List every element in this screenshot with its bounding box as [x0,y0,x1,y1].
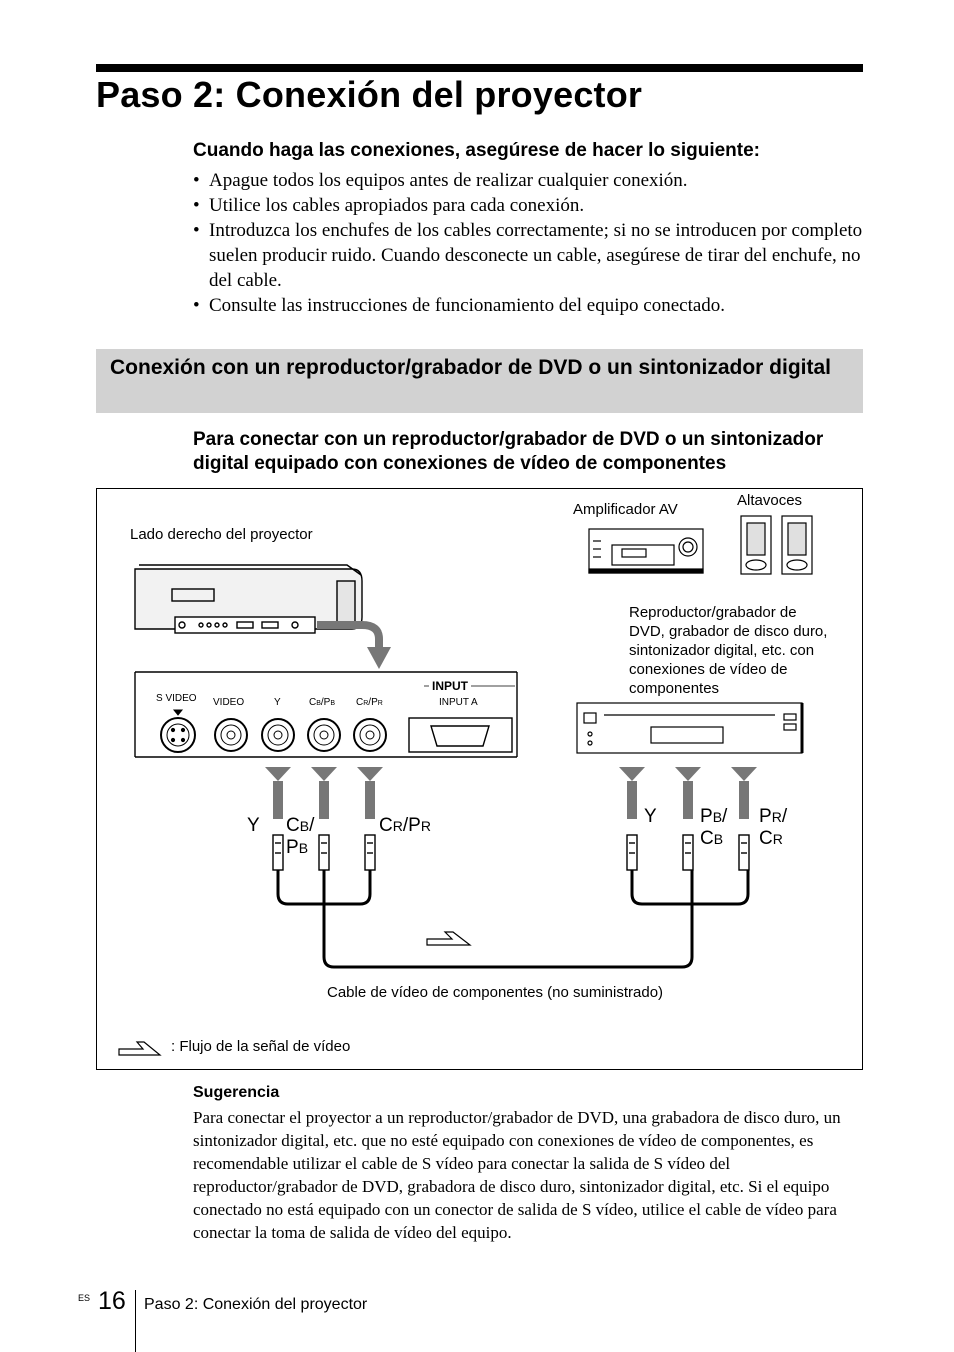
list-item: • Introduzca los enchufes de los cables correctamente; si no se introducen por completo suelen producir ruido. Cuando desconecte un cable, asegúrese de tirar del enchufe, no del cable. [193,218,865,293]
plug-label-y-left: Y [247,815,260,836]
jack-label-input-a: INPUT A [439,697,478,708]
right-signal-arrows [619,767,757,819]
section-title: Conexión con un reproductor/grabador de DVD o un sintonizador digital [110,356,832,379]
precaution-list [193,168,865,318]
list-item: • Utilice los cables apropiados para cada conexión. [193,193,865,218]
speakers-label: Altavoces [737,492,803,509]
footer-language: ES [78,1293,91,1303]
tip-title: Sugerencia [193,1084,280,1101]
legend-label: : Flujo de la señal de vídeo [171,1038,351,1055]
plug-label-pr-cr-right: PR/ CR [759,806,788,849]
dvd-device-label: Reproductor/grabador de DVD, grabador de disco duro, sintonizador digital, etc. con conexiones de vídeo de componentes [629,604,828,697]
sub-heading: Para conectar con un reproductor/grabador de DVD o un sintonizador digital equipado con conexiones de vídeo de componentes [193,429,824,474]
component-cable [278,870,748,967]
legend-arrow-icon [119,1042,160,1055]
jack-label-video: VIDEO [213,697,245,708]
connection-diagram [96,488,863,1070]
footer-rule [135,1290,136,1352]
left-signal-arrows [265,767,383,819]
page-title: Paso 2: Conexión del proyector [96,74,643,115]
list-item: • Consulte las instrucciones de funcionamiento del equipo conectado. [193,293,865,318]
input-header-label: INPUT [429,679,471,693]
title-rule [96,64,863,72]
plug-label-pb-cb-right: PB/ CB [700,806,728,849]
cable-label: Cable de vídeo de componentes (no suministrado) [327,984,664,1001]
plug-label-cr-pr-left: CR/PR [379,815,431,836]
amplifier-illustration [589,529,703,573]
intro-heading: Cuando haga las conexiones, asegúrese de hacer lo siguiente: [193,140,761,161]
diagram-drawing [97,489,862,1069]
jack-label-cb-pb: CB/PB [309,697,336,708]
speakers-illustration [741,516,812,574]
projector-side-label: Lado derecho del proyector [130,526,313,543]
list-item: • Apague todos los equipos antes de realizar cualquier conexión. [193,168,865,193]
amplifier-label: Amplificador AV [573,501,678,518]
footer-running-title: Paso 2: Conexión del proyector [144,1296,368,1313]
tip-body: Para conectar el proyector a un reproductor/grabador de DVD, una grabadora de disco duro, un sintonizador digital, etc. que no esté equipado con conexiones de vídeo de componentes, es recomendable utilizar el cable de S vídeo para conectar la salida de S vídeo del reproductor/grabador de DVD, grabadora de disco duro, sintonizador digital, etc. Si el equipo conectado no está equipado con un conector de salida de S vídeo, utilice el cable de vídeo para conectar la toma de salida de vídeo del equipo. [193,1108,841,1242]
signal-flow-icon [427,932,470,945]
plug-label-cb-pb-left: CB/ PB [286,815,315,858]
right-plugs [627,835,749,870]
jack-label-svideo: S VIDEO [156,693,197,704]
projector-to-panel-arrow [317,625,391,669]
dvd-illustration [577,703,802,753]
page-number: 16 [98,1287,126,1315]
jack-label-cr-pr: CR/PR [356,697,383,708]
jack-label-y: Y [274,697,281,708]
plug-label-y-right: Y [644,806,657,827]
